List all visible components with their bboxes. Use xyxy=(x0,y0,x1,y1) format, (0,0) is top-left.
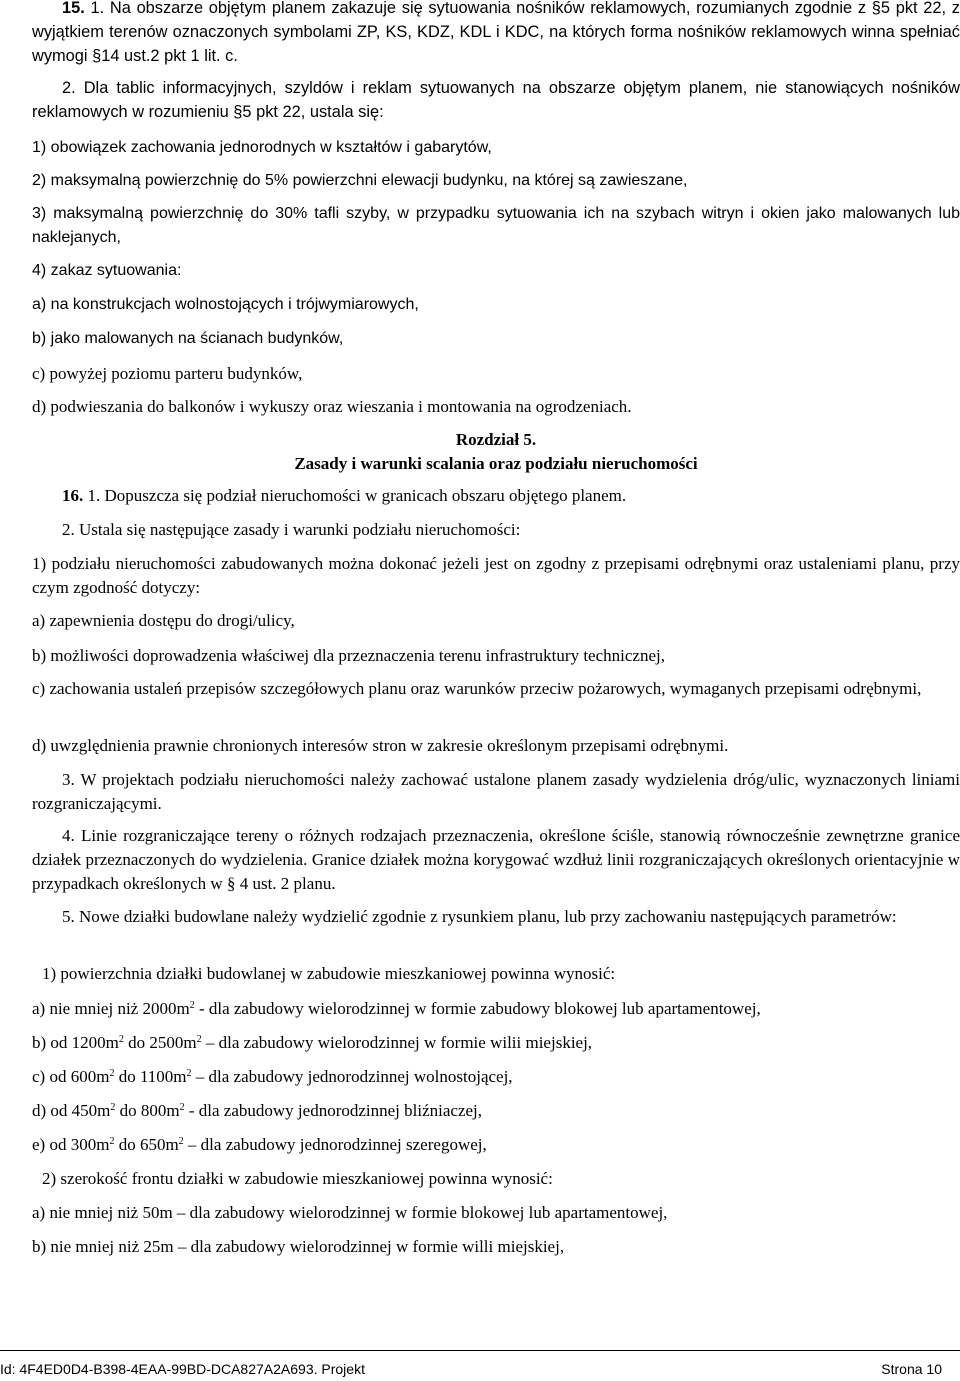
list-item: b) jako malowanych na ścianach budynków, xyxy=(32,330,344,347)
paragraph-15-section-1 xyxy=(32,0,960,68)
page-footer xyxy=(0,1350,960,1377)
paragraph-text: 2. Ustala się następujące zasady i warunki podziału nieruchomości: xyxy=(62,520,521,539)
list-item: c) powyżej poziomu parteru budynków, xyxy=(32,364,303,383)
area-item-e xyxy=(32,1133,960,1157)
list-item: 1) obowiązek zachowania jednorodnych w kształtów i gabarytów, xyxy=(32,139,492,156)
paragraph-16-section-3 xyxy=(32,768,960,816)
item-text: e) od 300m xyxy=(32,1135,110,1154)
paragraph-number: 16. xyxy=(62,486,84,505)
list-item: d) podwieszania do balkonów i wykuszy oraz wieszania i montowania na ogrodzeniach. xyxy=(32,397,632,416)
area-item-d xyxy=(32,1099,960,1123)
item-text: do 800m xyxy=(115,1101,180,1120)
item-text: - dla zabudowy wielorodzinnej w formie zabudowy blokowej lub apartamentowej, xyxy=(194,999,761,1018)
list-item: 2) szerokość frontu działki w zabudowie mieszkaniowej powinna wynosić: xyxy=(42,1169,553,1188)
list-item: 1) powierzchnia działki budowlanej w zabudowie mieszkaniowej powinna wynosić: xyxy=(42,964,616,983)
list-item: b) nie mniej niż 25m – dla zabudowy wielorodzinnej w formie willi miejskiej, xyxy=(32,1237,565,1256)
item-text: do 2500m xyxy=(123,1033,197,1052)
document-id: Id: 4F4ED0D4-B398-4EAA-99BD-DCA827A2A693. Projekt xyxy=(0,1361,365,1377)
list-item: d) uwzględnienia prawnie chronionych interesów stron w zakresie określonym przepisami odrębnymi. xyxy=(32,736,729,755)
list-item-text: c) zachowania ustaleń przepisów szczegółowych planu oraz warunków przeciw pożarowych, wymaganych przepisami odrębnymi, xyxy=(32,679,922,698)
list-item: 4) zakaz sytuowania: xyxy=(32,262,182,279)
list-item: 3) maksymalną powierzchnię do 30% tafli szyby, w przypadku sytuowania ich na szybach witryn i okien jako malowanych lub naklejanych, xyxy=(32,205,960,246)
item-text: c) od 600m xyxy=(32,1067,110,1086)
superscript: 2 xyxy=(179,1102,185,1113)
superscript: 2 xyxy=(178,1136,184,1147)
superscript: 2 xyxy=(186,1068,192,1079)
paragraph-16-section-5 xyxy=(32,905,960,929)
paragraph-text: 3. W projektach podziału nieruchomości należy zachować ustalone planem zasady wydzielenia dróg/ulic, wyznaczonych liniami rozgraniczającymi. xyxy=(32,770,960,813)
list-item: b) możliwości doprowadzenia właściwej dla przeznaczenia terenu infrastruktury technicznej, xyxy=(32,646,665,665)
paragraph-16-section-4 xyxy=(32,824,960,896)
superscript: 2 xyxy=(110,1102,116,1113)
superscript: 2 xyxy=(109,1136,115,1147)
paragraph-16-section-1 xyxy=(32,484,960,508)
item-text: d) od 450m xyxy=(32,1101,111,1120)
item-text: a) nie mniej niż 2000m xyxy=(32,999,190,1018)
area-item-a xyxy=(32,997,960,1021)
list-item xyxy=(32,677,960,701)
paragraph-text: 2. Dla tablic informacyjnych, szyldów i reklam sytuowanych na obszarze objętym planem, nie stanowiących nośników reklamowych w rozumieniu §5 pkt 22, ustala się: xyxy=(32,79,960,121)
list-item: a) na konstrukcjach wolnostojących i trójwymiarowych, xyxy=(32,296,419,313)
chapter-label: Rozdział 5. xyxy=(455,430,537,449)
superscript: 2 xyxy=(109,1068,115,1079)
area-item-c xyxy=(32,1065,960,1089)
list-item: a) zapewnienia dostępu do drogi/ulicy, xyxy=(32,611,295,630)
paragraph-text: 5. Nowe działki budowlane należy wydzielić zgodnie z rysunkiem planu, lub przy zachowaniu następujących parametrów: xyxy=(62,907,897,926)
area-item-b xyxy=(32,1031,960,1055)
list-item: 2) maksymalną powierzchnię do 5% powierzchni elewacji budynku, na której są zawieszane, xyxy=(32,172,688,189)
superscript: 2 xyxy=(196,1034,202,1045)
paragraph-text: 1. Na obszarze objętym planem zakazuje się sytuowania nośników reklamowych, rozumianych zgodnie z §5 pkt 22, z wyjątkiem terenów oznaczonych symbolami ZP, KS, KDZ, KDL i KDC, na których forma nośników reklamowych winna spełniać wymogi §14 ust.2 pkt 1 lit. c. xyxy=(32,0,960,65)
item-text: – dla zabudowy wielorodzinnej w formie wilii miejskiej, xyxy=(201,1033,593,1052)
paragraph-16-section-2 xyxy=(32,518,960,542)
item-text: do 650m xyxy=(114,1135,179,1154)
chapter-title: Zasady i warunki scalania oraz podziału nieruchomości xyxy=(294,454,698,473)
paragraph-number: 15. xyxy=(62,0,85,17)
superscript: 2 xyxy=(118,1034,124,1045)
page-number: Strona 10 xyxy=(881,1361,942,1377)
item-text: do 1100m xyxy=(114,1067,187,1086)
list-item: 1) podziału nieruchomości zabudowanych można dokonać jeżeli jest on zgodny z przepisami odrębnymi oraz ustaleniami planu, przy czym zgodność dotyczy: xyxy=(32,554,960,597)
paragraph-text: 1. Dopuszcza się podział nieruchomości w granicach obszaru objętego planem. xyxy=(83,486,627,505)
superscript: 2 xyxy=(189,1000,195,1011)
item-text: - dla zabudowy jednorodzinnej bliźniaczej, xyxy=(184,1101,483,1120)
item-text: – dla zabudowy jednorodzinnej szeregowej, xyxy=(183,1135,487,1154)
item-text: – dla zabudowy jednorodzinnej wolnostojącej, xyxy=(191,1067,513,1086)
list-item: a) nie mniej niż 50m – dla zabudowy wielorodzinnej w formie blokowej lub apartamentowej, xyxy=(32,1203,668,1222)
paragraph-text: 4. Linie rozgraniczające tereny o różnych rodzajach przeznaczenia, określone ściśle, stanowią równocześnie zewnętrzne granice działek przeznaczonych do wydzielenia. Granice działek można korygować wzdłuż linii rozgraniczających określonych orientacyjnie w przypadkach określonych w § 4 ust. 2 planu. xyxy=(32,826,960,893)
item-text: b) od 1200m xyxy=(32,1033,119,1052)
paragraph-15-section-2 xyxy=(32,76,960,124)
